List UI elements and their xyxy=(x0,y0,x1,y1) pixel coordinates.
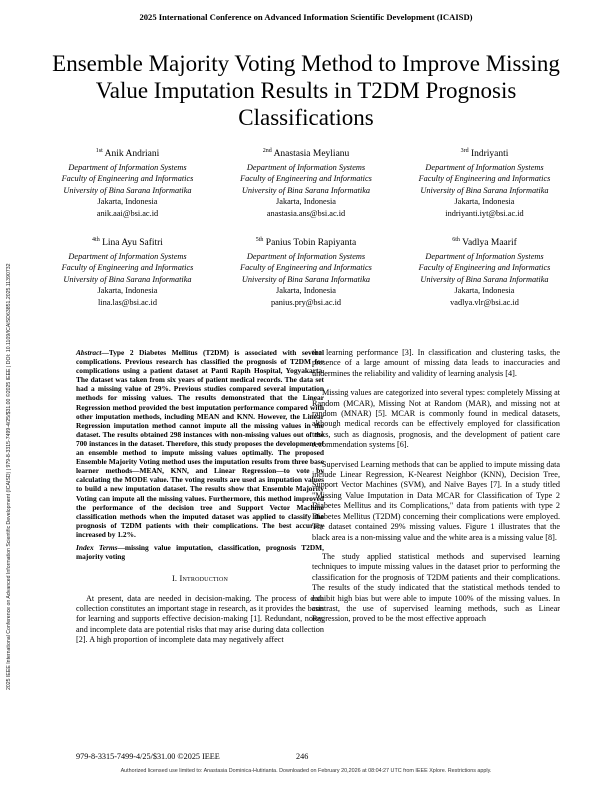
author-faculty: Faculty of Engineering and Informatics xyxy=(418,263,551,273)
side-identifier-text: 2025 IEEE International Conference on Advanced Information Scientific Development (ICAISD) | 979-8-3315-7499-4/25/$31.00 ©2025 IEEE | DOI: 10.1109/ICAISD63851.2025.11390732 xyxy=(6,263,12,690)
author-email: anastasia.ans@bsi.ac.id xyxy=(266,208,346,218)
author-block xyxy=(397,235,572,308)
author-block xyxy=(397,146,572,219)
author-email: lina.las@bsi.ac.id xyxy=(97,297,158,307)
author-faculty: Faculty of Engineering and Informatics xyxy=(240,263,372,273)
author-faculty: Faculty of Engineering and Informatics xyxy=(61,263,194,273)
author-city: Jakarta, Indonesia xyxy=(97,286,158,296)
body-paragraph: The study applied statistical methods and supervised learning techniques to impute missing values in the dataset prior to performing the classification for the prognosis of T2DM patients and their complications. The results of the study indicated that the statistical methods tended to exhibit high bias but were able to impute 100% of the missing values. In contrast, the use of supervised learning methods, such as Linear Regression, proved to be the most effective approach xyxy=(312,551,560,624)
body-paragraph: Missing values are categorized into several types: completely Missing at Random (MCAR), Missing Not at Random (MAR), and missing not at random (MNAR) [5]. MCAR is commonly found in medical datasets, although medical records can be effectively employed for classification tasks, such as diagnosis, prognosis, and the development of patient care recommendation systems [6]. xyxy=(312,388,560,450)
index-terms xyxy=(76,543,324,561)
author-email: indriyanti.iyt@bsi.ac.id xyxy=(445,208,524,218)
abstract-label: Abstract xyxy=(76,348,102,357)
index-terms-label: Index Terms xyxy=(76,542,118,552)
footer-isbn: 979-8-3315-7499-4/25/$31.00 ©2025 IEEE xyxy=(76,752,220,761)
section-heading-introduction: I. Introduction xyxy=(171,574,229,584)
author-faculty: Faculty of Engineering and Informatics xyxy=(240,174,372,184)
author-university: University of Bina Sarana Informatika xyxy=(241,274,371,284)
body-paragraph: Supervised Learning methods that can be applied to impute missing data include Linear Regression, K-Nearest Neighbor (KNN), Decision Tree, Support Vector Machines (SVM), and Naïve Bayes [7]. In a study titled "Missing Value Imputation in Data MCAR for Classification of Type 2 Diabetes Mellitus and its Complications," data from patients with type 2 Diabetes Mellitus (T2DM) concerning their complications were employed. The dataset contained 29% missing values. Figure 1 illustrates that the black area is a non-missing value and the white area is a missing value [8]. xyxy=(312,459,560,542)
author-city: Jakarta, Indonesia xyxy=(454,286,515,296)
author-department: Department of Information Systems xyxy=(68,251,187,261)
author-university: University of Bina Sarana Informatika xyxy=(420,185,549,195)
abstract-text: —Type 2 Diabetes Mellitus (T2DM) is associated with several complications. Previous research has classified the prognosis of T2DM for complications using a patient dataset at Panti Rapih Hospital, Yogyakarta. The dataset was taken from six years of patient medical records. The data set had a missing value of 29%. Previous studies compared several imputation methods for missing values. The results demonstrated that the Linear Regression method provided the best imputation performance compared with other imputation methods, including MEAN and KNN. However, the Linear Regression imputation method cannot impute all the missing values in the dataset. The results obtained 298 instances with non-missing values out of the 700 instances in the dataset. Therefore, this study proposes the development of an ensemble method to impute missing values optimally. The proposed Ensemble Majority Voting method uses the imputation results from three base learner methods—MEAN, KNN, and Linear Regression—to vote by calculating the MODE value. The voting results are used as imputation values to build a new imputation dataset. The results show that Ensemble Majority Voting can impute all the missing values. Furthermore, this method improved the performance of the decision tree and Support Vector Machine classification methods when the imputed dataset was applied to classify the prognosis of T2DM patients with their complications. The best accuracy increased by 1.2%. xyxy=(76,348,324,539)
author-name xyxy=(397,235,572,250)
author-block xyxy=(219,235,394,308)
author-university: University of Bina Sarana Informatika xyxy=(63,274,192,284)
author-name-text: Indriyanti xyxy=(470,149,509,160)
author-city: Jakarta, Indonesia xyxy=(454,197,515,207)
author-ordinal: 5th xyxy=(255,237,264,243)
author-row-2 xyxy=(40,235,572,308)
author-department: Department of Information Systems xyxy=(246,162,366,172)
left-column xyxy=(76,348,324,655)
author-ordinal: 4th xyxy=(92,237,100,243)
author-university: University of Bina Sarana Informatika xyxy=(420,274,549,284)
author-row-1 xyxy=(40,146,572,219)
author-block xyxy=(40,235,215,308)
author-department: Department of Information Systems xyxy=(425,251,544,261)
author-block xyxy=(40,146,215,219)
author-department: Department of Information Systems xyxy=(246,251,366,261)
author-city: Jakarta, Indonesia xyxy=(276,197,336,207)
author-email: panius.pry@bsi.ac.id xyxy=(270,297,342,307)
side-identifier xyxy=(6,130,10,690)
intro-paragraph: At present, data are needed in decision-making. The process of data collection constitutes an important stage in research, as it provides the basis for learning and supports effective decision-making [1]. Redundant, noisy, and incomplete data are potential risks that may arise during data collection [2]. A high proportion of incomplete data may negatively affect xyxy=(76,593,324,645)
author-ordinal: 2nd xyxy=(262,148,272,154)
author-ordinal: 6th xyxy=(452,237,460,243)
author-university: University of Bina Sarana Informatika xyxy=(241,185,371,195)
author-name xyxy=(40,146,215,161)
author-department: Department of Information Systems xyxy=(425,162,544,172)
author-name xyxy=(40,235,215,250)
author-name-text: Anik Andriani xyxy=(104,149,160,160)
author-name-text: Panius Tobin Rapiyanta xyxy=(265,238,357,249)
index-terms-text: —missing value imputation, classification, prognosis T2DM, majority voting xyxy=(76,542,324,562)
author-city: Jakarta, Indonesia xyxy=(276,286,336,296)
author-name-text: Lina Ayu Safitri xyxy=(102,238,163,249)
author-faculty: Faculty of Engineering and Informatics xyxy=(61,174,194,184)
author-city: Jakarta, Indonesia xyxy=(97,197,158,207)
author-block xyxy=(219,146,394,219)
author-faculty: Faculty of Engineering and Informatics xyxy=(418,174,551,184)
author-name xyxy=(219,146,394,161)
author-university: University of Bina Sarana Informatika xyxy=(63,185,192,195)
author-name xyxy=(397,146,572,161)
author-name-text: Anastasia Meylianu xyxy=(273,149,350,160)
conference-header: 2025 International Conference on Advanced Information Scientific Development (ICAISD) xyxy=(139,12,473,22)
license-notice: Authorized licensed use limited to: Anastasia Dominica-Hutirianta. Downloaded on February 20,2026 at 08:04:27 UTC from IEEE Xplore. Restrictions apply. xyxy=(120,768,492,774)
page-number: 246 xyxy=(296,752,309,761)
abstract xyxy=(76,348,324,539)
author-ordinal: 3rd xyxy=(460,148,469,154)
paper-title: Ensemble Majority Voting Method to Improve Missing Value Imputation Results in T2DM Prognosis Classifications xyxy=(52,51,560,130)
right-column xyxy=(312,348,560,634)
author-name xyxy=(219,235,394,250)
author-name-text: Vadlya Maarif xyxy=(462,238,517,249)
body-paragraph: the learning performance [3]. In classification and clustering tasks, the presence of a large amount of missing data leads to inaccuracies and undermines the reliability and validity of learning analysis [4]. xyxy=(312,348,560,378)
author-department: Department of Information Systems xyxy=(68,162,187,172)
author-email: anik.aai@bsi.ac.id xyxy=(96,208,159,218)
author-email: vadlya.vlr@bsi.ac.id xyxy=(450,297,519,307)
author-ordinal: 1st xyxy=(95,148,103,154)
